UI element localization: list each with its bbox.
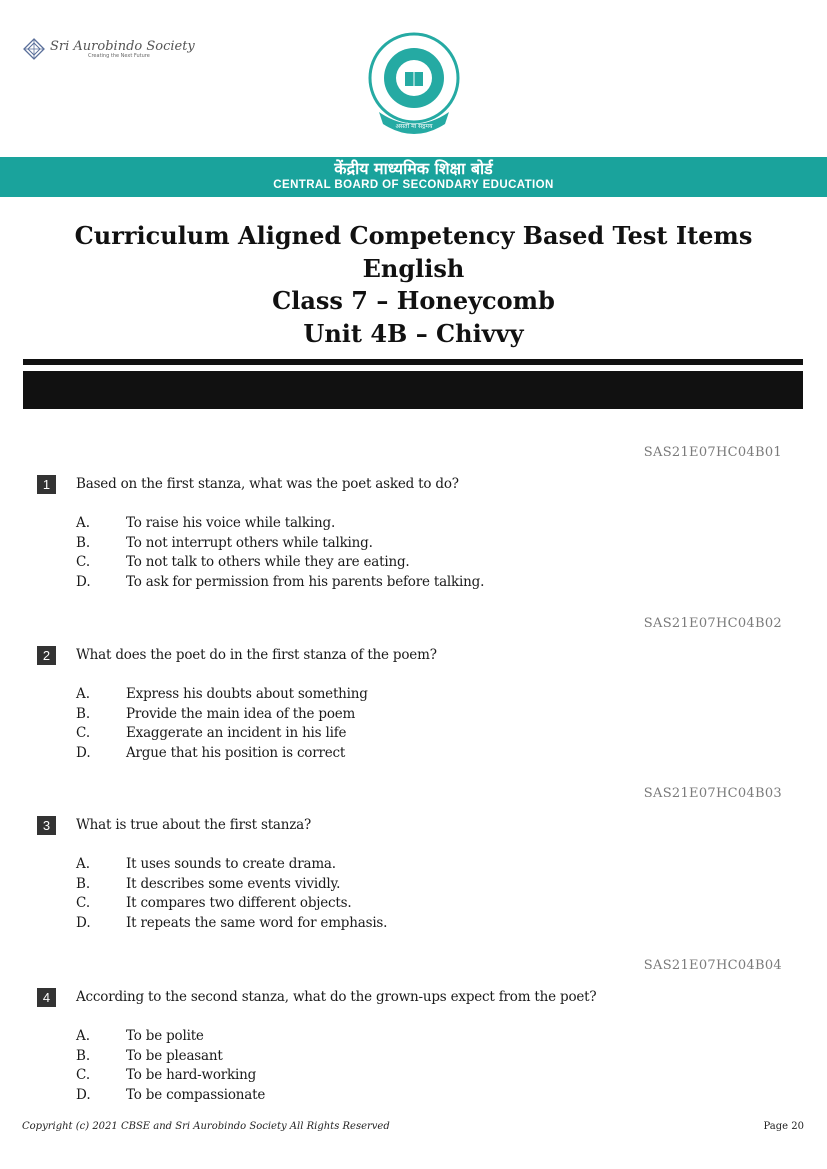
divider-bar <box>23 371 803 409</box>
question-code: SAS21E07HC04B02 <box>643 616 782 631</box>
option-letter: D. <box>76 1087 91 1103</box>
option-letter: C. <box>76 725 91 741</box>
question-text: Based on the first stanza, what was the poet asked to do? <box>76 476 459 492</box>
sas-logo-text: Sri Aurobindo Society <box>50 38 195 54</box>
question-code: SAS21E07HC04B01 <box>643 445 782 460</box>
option-letter: B. <box>76 1048 91 1064</box>
title-line-1: Curriculum Aligned Competency Based Test Items <box>74 221 753 250</box>
title-line-3: Class 7 – Honeycomb <box>272 286 555 315</box>
sas-tagline: Creating the Next Future <box>88 52 150 59</box>
option-text: To ask for permission from his parents before talking. <box>126 574 485 590</box>
option-letter: C. <box>76 895 91 911</box>
option-letter: A. <box>76 856 91 872</box>
sas-logo <box>22 38 195 60</box>
option-text: It compares two different objects. <box>126 895 352 911</box>
document-title-block <box>0 220 827 350</box>
option-letter: B. <box>76 706 91 722</box>
emblem-motto: असतो मा सद्गमय <box>395 123 433 130</box>
option-letter: A. <box>76 686 91 702</box>
board-name-hindi: केंद्रीय माध्यमिक शिक्षा बोर्ड <box>334 159 493 178</box>
question-code: SAS21E07HC04B03 <box>643 786 782 801</box>
emblem-bharat: भारत <box>407 98 421 106</box>
board-name-english: CENTRAL BOARD OF SECONDARY EDUCATION <box>273 179 554 191</box>
question-code: SAS21E07HC04B04 <box>643 958 782 973</box>
sas-symbol-icon <box>22 38 46 60</box>
option-text: Exaggerate an incident in his life <box>126 725 347 741</box>
footer-page-number: Page 20 <box>763 1121 804 1132</box>
option-letter: D. <box>76 915 91 931</box>
footer-copyright: Copyright (c) 2021 CBSE and Sri Aurobindo Society All Rights Reserved <box>22 1121 390 1132</box>
option-letter: D. <box>76 745 91 761</box>
title-line-2: English <box>362 253 465 283</box>
option-text: To raise his voice while talking. <box>126 515 336 531</box>
option-letter: D. <box>76 574 91 590</box>
option-text: It describes some events vividly. <box>126 876 341 892</box>
option-text: To not talk to others while they are eating. <box>126 554 410 570</box>
option-text: To not interrupt others while talking. <box>126 535 373 551</box>
option-letter: B. <box>76 876 91 892</box>
cbse-emblem-icon <box>365 32 463 140</box>
question-text: According to the second stanza, what do the grown-ups expect from the poet? <box>76 989 597 1005</box>
question-number: 1 <box>37 475 56 494</box>
option-text: It repeats the same word for emphasis. <box>126 915 388 931</box>
question-number: 4 <box>37 988 56 1007</box>
title-line-4: Unit 4B – Chivvy <box>303 318 524 348</box>
option-text: Express his doubts about something <box>126 686 368 702</box>
option-text: Provide the main idea of the poem <box>126 706 356 722</box>
question-text: What is true about the first stanza? <box>76 817 312 833</box>
option-letter: A. <box>76 1028 91 1044</box>
option-text: To be hard-working <box>126 1067 257 1083</box>
question-text: What does the poet do in the first stanza of the poem? <box>76 647 437 663</box>
option-letter: C. <box>76 554 91 570</box>
option-letter: C. <box>76 1067 91 1083</box>
option-text: To be polite <box>126 1028 204 1044</box>
option-letter: A. <box>76 515 91 531</box>
question-number: 2 <box>37 646 56 665</box>
divider-thin <box>23 359 803 365</box>
option-letter: B. <box>76 535 91 551</box>
option-text: Argue that his position is correct <box>126 745 346 761</box>
question-number: 3 <box>37 816 56 835</box>
option-text: It uses sounds to create drama. <box>126 856 336 872</box>
option-text: To be compassionate <box>126 1087 266 1103</box>
board-name-band <box>0 157 827 197</box>
option-text: To be pleasant <box>126 1048 223 1064</box>
